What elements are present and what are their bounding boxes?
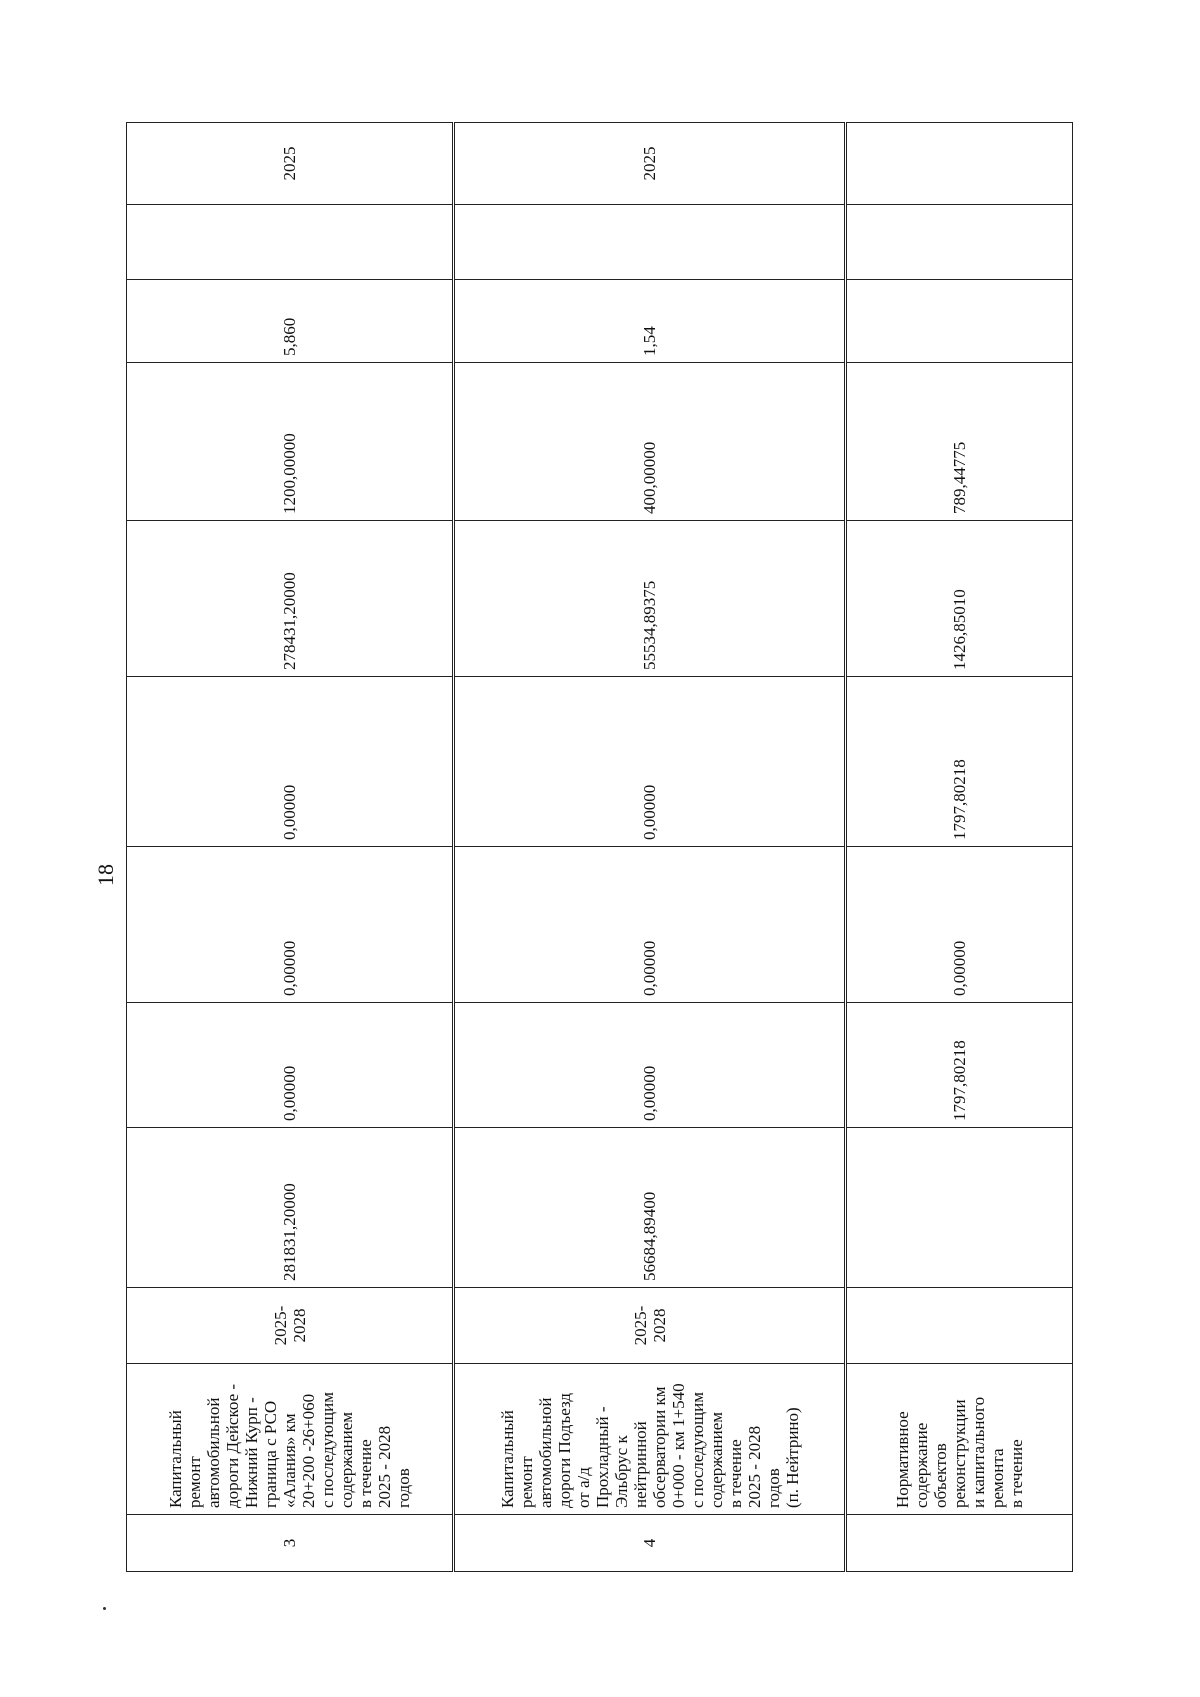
value-cell: 278431,20000 — [127, 521, 454, 677]
value-cell: 1200,00000 — [127, 363, 454, 521]
year-cell: 2025 — [454, 123, 846, 205]
value-cell: 0,00000 — [846, 847, 1073, 1003]
object-name: Капитальный ремонт автомобильной дороги Подъезд от а/д Прохладный - Эльбрус к нейтринной обсерватории км 0+000 - км 1+540 с последующим содержанием в течение 2025 - 2028 годов (п. Нейтрино) — [454, 1364, 846, 1515]
period-cell: 2025-2028 — [127, 1288, 454, 1364]
rotated-table — [126, 123, 1072, 1572]
page-number: 18 — [93, 864, 118, 886]
value-cell: 55534,89375 — [454, 521, 846, 677]
value-cell: 0,00000 — [127, 1003, 454, 1128]
row-number — [846, 1515, 1073, 1572]
rotated-table-container — [126, 123, 1072, 1572]
value-cell: 1,54 — [454, 280, 846, 363]
value-cell: 1797,80218 — [846, 1003, 1073, 1128]
scan-speck — [103, 1607, 106, 1610]
value-cell — [846, 205, 1073, 280]
value-cell — [846, 280, 1073, 363]
object-name: Капитальный ремонт автомобильной дороги Дейское - Нижний Курп - граница с РСО «Алания» км 20+200 -26+060 с последующим содержанием в течение 2025 - 2028 годов — [127, 1364, 454, 1515]
value-cell: 5,860 — [127, 280, 454, 363]
data-table — [126, 122, 1073, 1572]
value-cell — [454, 205, 846, 280]
value-cell: 1426,85010 — [846, 521, 1073, 677]
period-cell: 2025-2028 — [454, 1288, 846, 1364]
value-cell — [127, 205, 454, 280]
row-number: 4 — [454, 1515, 846, 1572]
value-cell: 0,00000 — [454, 1003, 846, 1128]
value-cell: 1797,80218 — [846, 677, 1073, 847]
value-cell: 281831,20000 — [127, 1128, 454, 1288]
value-cell: 0,00000 — [454, 847, 846, 1003]
year-cell — [846, 123, 1073, 205]
table-row — [846, 123, 1073, 1572]
table-row — [454, 123, 846, 1572]
table-row — [127, 123, 454, 1572]
value-cell — [846, 1128, 1073, 1288]
value-cell: 56684,89400 — [454, 1128, 846, 1288]
value-cell: 789,44775 — [846, 363, 1073, 521]
value-cell: 400,00000 — [454, 363, 846, 521]
value-cell: 0,00000 — [454, 677, 846, 847]
row-number: 3 — [127, 1515, 454, 1572]
object-name: Нормативное содержание объектов реконструкции и капитального ремонта в течение — [846, 1364, 1073, 1515]
value-cell: 0,00000 — [127, 677, 454, 847]
period-cell — [846, 1288, 1073, 1364]
year-cell: 2025 — [127, 123, 454, 205]
value-cell: 0,00000 — [127, 847, 454, 1003]
